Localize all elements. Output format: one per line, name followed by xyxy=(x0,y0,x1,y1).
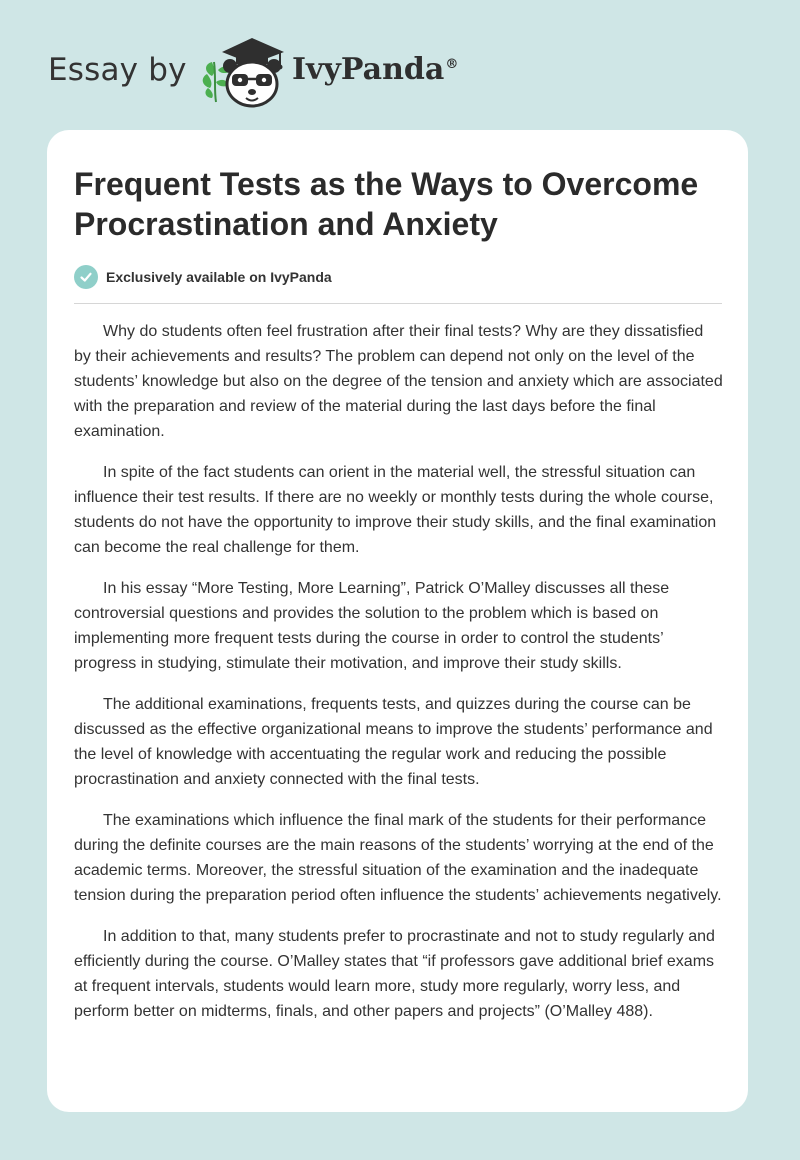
exclusive-badge xyxy=(74,264,332,290)
paragraph: In addition to that, many students prefer to procrastinate and not to study regularly and efficiently during the course. O’Malley states that “if professors gave additional brief exams at frequent intervals, students would learn more, study more regularly, worry less, and perform better on midterms, finals, and other papers and projects” (O’Malley 488). xyxy=(74,928,715,1020)
site-header xyxy=(0,0,800,130)
badge-label: Exclusively available on IvyPanda xyxy=(106,269,332,285)
paragraph: In spite of the fact students can orient in the material well, the stressful situation can influence their test results. If there are no weekly or monthly tests during the whole course, students do not have the opportunity to improve their study skills, and the final examination can become the real challenge for them. xyxy=(74,464,717,556)
divider xyxy=(74,303,722,304)
check-icon xyxy=(74,265,98,289)
essay-by-label: Essay by xyxy=(48,52,187,88)
brand-name[interactable] xyxy=(292,52,458,87)
panda-logo-icon[interactable] xyxy=(198,32,290,110)
paragraph: In his essay “More Testing, More Learning”, Patrick O’Malley discusses all these controversial questions and provides the solution to the problem which is based on implementing more frequent tests during the course in order to control the students’ progress in studying, stimulate their motivation, and improve their study skills. xyxy=(74,580,670,672)
essay-body xyxy=(74,319,724,1040)
paragraph: Why do students often feel frustration after their final tests? Why are they dissatisfied by their achievements and results? The problem can depend not only on the level of the students’ knowledge but also on the degree of the tension and anxiety which are associated with the preparation and review of the material during the last days before the final examination. xyxy=(74,323,723,440)
paragraph: The examinations which influence the final mark of the students for their performance during the definite courses are the main reasons of the students’ worrying at the end of the academic terms. Moreover, the stressful situation of the examination and the inadequate tension during the preparation period often influence the students’ achievements negatively. xyxy=(74,812,722,904)
paragraph: The additional examinations, frequents tests, and quizzes during the course can be discussed as the effective organizational means to improve the students’ performance and the level of knowledge with accentuating the regular work and reducing the possible procrastination and anxiety connected with the final tests. xyxy=(74,696,713,788)
registered-mark: ® xyxy=(445,57,459,72)
essay-card xyxy=(47,130,748,1112)
brand-text: IvyPanda xyxy=(292,52,445,87)
essay-title: Frequent Tests as the Ways to Overcome Procrastination and Anxiety xyxy=(74,166,699,242)
